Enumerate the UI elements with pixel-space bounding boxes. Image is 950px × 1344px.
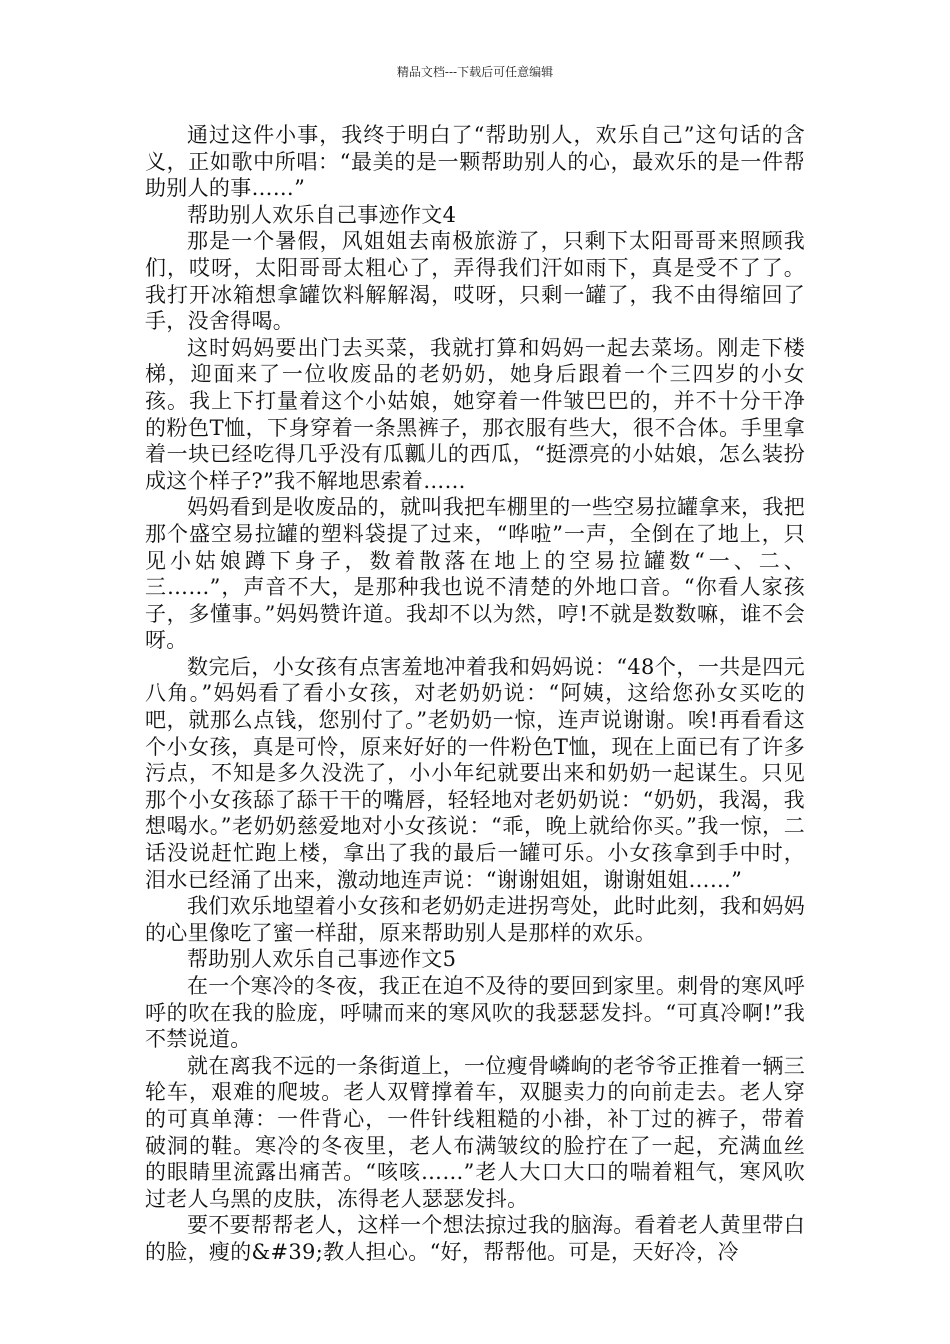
paragraph: 在一个寒冷的冬夜，我正在迫不及待的要回到家里。刺骨的寒风呼呼的吹在我的脸庞，呼啸而来的寒风吹的我瑟瑟发抖。“可真冷啊!”我不禁说道。 xyxy=(145,974,805,1052)
document-body xyxy=(145,122,805,1266)
paragraph: 这时妈妈要出门去买菜，我就打算和妈妈一起去菜场。刚走下楼梯，迎面来了一位收废品的老奶奶，她身后跟着一个三四岁的小女孩。我上下打量着这个小姑娘，她穿着一件皱巴巴的，并不十分干净的粉色T恤，下身穿着一条黑裤子，那衣服有些大，很不合体。手里拿着一块已经吃得几乎没有瓜瓤儿的西瓜，“挺漂亮的小姑娘，怎么装扮成这个样子?”我不解地思索着…… xyxy=(145,335,805,493)
paragraph: 就在离我不远的一条街道上，一位瘦骨嶙峋的老爷爷正推着一辆三轮车，艰难的爬坡。老人双臂撑着车，双腿卖力的向前走去。老人穿的可真单薄：一件背心，一件针线粗糙的小褂，补丁过的裤子，带着破洞的鞋。寒冷的冬夜里，老人布满皱纹的脸拧在了一起，充满血丝的眼睛里流露出痛苦。“咳咳……”老人大口大口的喘着粗气，寒风吹过老人乌黑的皮肤，冻得老人瑟瑟发抖。 xyxy=(145,1053,805,1211)
paragraph: 妈妈看到是收废品的，就叫我把车棚里的一些空易拉罐拿来，我把那个盛空易拉罐的塑料袋提了过来，“哗啦”一声，全倒在了地上，只见小姑娘蹲下身子，数着散落在地上的空易拉罐数“一、二、三……”，声音不大，是那种我也说不清楚的外地口音。“你看人家孩子，多懂事。”妈妈赞许道。我却不以为然，哼!不就是数数嘛，谁不会呀。 xyxy=(145,495,805,653)
section-title: 帮助别人欢乐自己事迹作文4 xyxy=(187,202,457,227)
page-header: 精品文档---下载后可任意编辑 xyxy=(396,65,554,79)
paragraph: 通过这件小事，我终于明白了“帮助别人，欢乐自己”这句话的含义，正如歌中所唱：“最美的是一颗帮助别人的心，最欢乐的是一件帮助别人的事……” xyxy=(145,123,805,201)
paragraph: 要不要帮帮老人，这样一个想法掠过我的脑海。看着老人黄里带白的脸，瘦的&#39;教人担心。“好，帮帮他。可是，天好冷，冷 xyxy=(145,1213,805,1264)
paragraph: 我们欢乐地望着小女孩和老奶奶走进拐弯处，此时此刻，我和妈妈的心里像吃了蜜一样甜，原来帮助别人是那样的欢乐。 xyxy=(145,894,805,945)
section-title: 帮助别人欢乐自己事迹作文5 xyxy=(187,947,457,972)
paragraph: 数完后，小女孩有点害羞地冲着我和妈妈说：“48个，一共是四元八角。”妈妈看了看小女孩，对老奶奶说：“阿姨，这给您孙女买吃的吧，就那么点钱，您别付了。”老奶奶一惊，连声说谢谢。唉!再看看这个小女孩，真是可怜，原来好好的一件粉色T恤，现在上面已有了许多污点，不知是多久没洗了，小小年纪就要出来和奶奶一起谋生。只见那个小女孩舔了舔干干的嘴唇，轻轻地对老奶奶说：“奶奶，我渴，我想喝水。”老奶奶慈爱地对小女孩说：“乖，晚上就给你买。”我一惊，二话没说赶忙跑上楼，拿出了我的最后一罐可乐。小女孩拿到手中时，泪水已经涌了出来，激动地连声说：“谢谢姐姐，谢谢姐姐……” xyxy=(145,654,805,892)
paragraph: 那是一个暑假，风姐姐去南极旅游了，只剩下太阳哥哥来照顾我们，哎呀，太阳哥哥太粗心了，弄得我们汗如雨下，真是受不了了。我打开冰箱想拿罐饮料解解渴，哎呀，只剩一罐了，我不由得缩回了手，没舍得喝。 xyxy=(145,229,805,334)
